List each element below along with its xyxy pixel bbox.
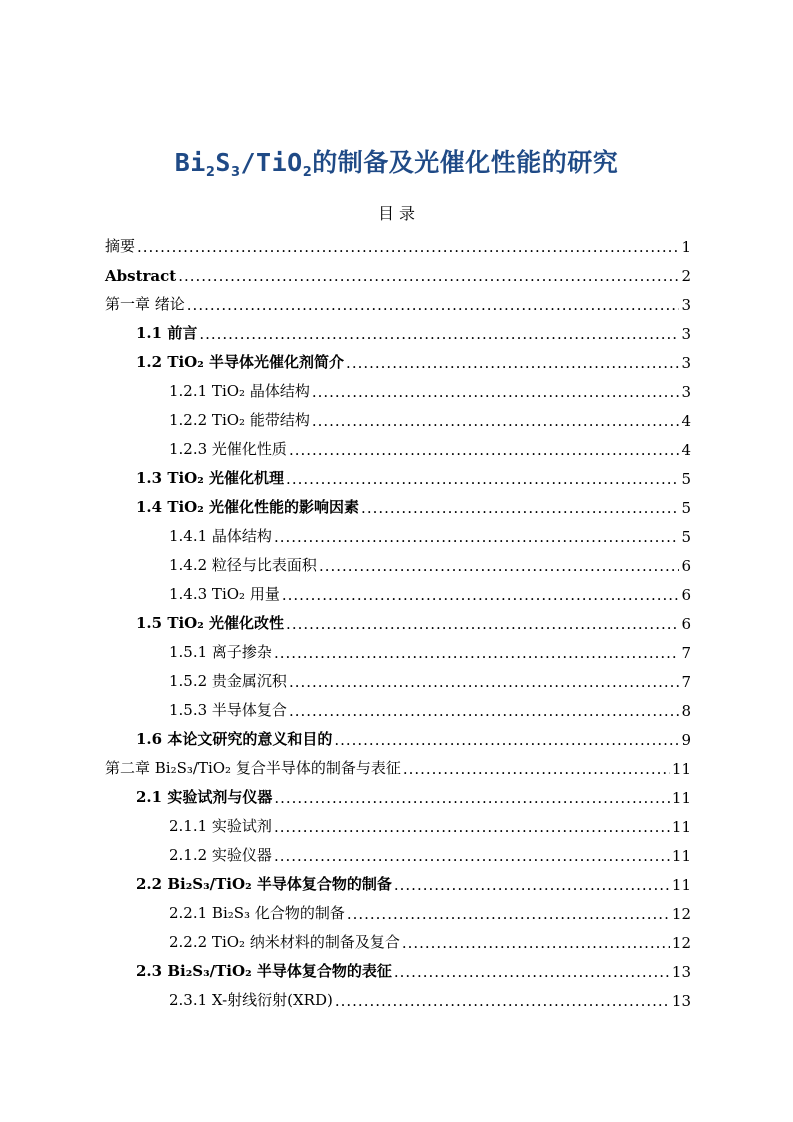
toc-entry-label: 2.3.1 X-射线衍射(XRD) (169, 991, 333, 1009)
toc-leader-dots (403, 760, 670, 778)
toc-entry-label: 2.1.1 实验试剂 (169, 817, 272, 835)
toc-heading: 目 录 (377, 204, 416, 223)
title-part-a: Bi (174, 148, 206, 177)
toc-entry-page: 12 (671, 905, 691, 923)
toc-entry-label: 2.2.1 Bi₂S₃ 化合物的制备 (169, 904, 345, 922)
toc-entry[interactable] (105, 314, 691, 343)
toc-entry-label: 第一章 绪论 (105, 295, 185, 313)
toc-entry-label: 1.4.3 TiO₂ 用量 (169, 585, 280, 603)
toc-entry-page: 4 (681, 412, 691, 430)
toc-leader-dots (274, 847, 670, 865)
toc-entry-page: 11 (671, 818, 691, 836)
toc-entry[interactable] (105, 604, 691, 633)
toc-entry[interactable] (105, 633, 691, 662)
toc-entry[interactable] (105, 807, 691, 836)
toc-leader-dots (199, 325, 679, 343)
toc-entry-page: 13 (671, 963, 691, 981)
toc-leader-dots (274, 818, 670, 836)
toc-entry-page: 3 (681, 383, 691, 401)
toc-entry-label: 2.2.2 TiO₂ 纳米材料的制备及复合 (169, 933, 400, 951)
toc-entry-label: 2.2 Bi₂S₃/TiO₂ 半导体复合物的制备 (136, 875, 392, 893)
toc-entry-page: 7 (681, 673, 691, 691)
toc-leader-dots (312, 412, 680, 430)
toc-entry-page: 8 (681, 702, 691, 720)
toc-entry-label: 1.2.1 TiO₂ 晶体结构 (169, 382, 310, 400)
toc-entry-page: 5 (681, 528, 691, 546)
toc-leader-dots (347, 905, 670, 923)
toc-leader-dots (346, 354, 679, 372)
title-sub-b: 3 (230, 165, 241, 180)
toc-leader-dots (286, 615, 679, 633)
toc-entry-label: 1.4.1 晶体结构 (169, 527, 272, 545)
toc-entry-label: 1.4.2 粒径与比表面积 (169, 556, 317, 574)
toc-entry-label: 2.1 实验试剂与仪器 (136, 788, 273, 806)
toc-leader-dots (334, 731, 679, 749)
toc-entry-label: 1.1 前言 (136, 324, 198, 342)
toc-entry[interactable] (105, 546, 691, 575)
toc-leader-dots (394, 876, 670, 894)
title-part-c: /TiO (240, 148, 303, 177)
toc-entry[interactable] (105, 459, 691, 488)
toc-leader-dots (137, 238, 679, 256)
toc-entry-page: 5 (681, 499, 691, 517)
toc-entry-page: 13 (671, 992, 691, 1010)
toc-entry[interactable] (105, 691, 691, 720)
toc-entry-label: 1.5.3 半导体复合 (169, 701, 287, 719)
toc-entry[interactable] (105, 430, 691, 459)
title-sub-c: 2 (302, 165, 313, 180)
toc-entry[interactable] (105, 952, 691, 981)
toc-leader-dots (361, 499, 679, 517)
title-rest: 的制备及光催化性能的研究 (312, 148, 619, 177)
toc-entry-label: 1.3 TiO₂ 光催化机理 (136, 469, 285, 487)
toc-entry-label: 1.5.1 离子掺杂 (169, 643, 272, 661)
toc-leader-dots (274, 528, 680, 546)
toc-entry[interactable] (105, 372, 691, 401)
toc-leader-dots (274, 644, 680, 662)
toc-entry[interactable] (105, 343, 691, 372)
toc-leader-dots (402, 934, 670, 952)
toc-leader-dots (319, 557, 680, 575)
toc-entry-page: 1 (681, 238, 691, 256)
toc-entry[interactable] (105, 981, 691, 1010)
toc-leader-dots (282, 586, 680, 604)
toc-leader-dots (289, 702, 680, 720)
toc-entry[interactable] (105, 749, 691, 778)
title-sub-a: 2 (205, 165, 216, 180)
toc-entry-label: 2.3 Bi₂S₃/TiO₂ 半导体复合物的表征 (136, 962, 392, 980)
toc-entry-page: 11 (671, 876, 691, 894)
toc-entry-page: 3 (681, 354, 691, 372)
toc-entry[interactable] (105, 227, 691, 256)
toc-entry-label: 1.4 TiO₂ 光催化性能的影响因素 (136, 498, 360, 516)
toc-entry-page: 11 (671, 789, 691, 807)
toc-entry[interactable] (105, 575, 691, 604)
toc-leader-dots (312, 383, 680, 401)
toc-entry-page: 6 (681, 586, 691, 604)
toc-entry-label: 摘要 (105, 237, 136, 255)
toc-entry[interactable] (105, 865, 691, 894)
toc-entry[interactable] (105, 256, 691, 285)
toc-entry[interactable] (105, 923, 691, 952)
toc-entry-page: 3 (681, 296, 691, 314)
toc-entry[interactable] (105, 720, 691, 749)
toc-entry-page: 3 (681, 325, 691, 343)
toc-entry-label: 1.6 本论文研究的意义和目的 (136, 730, 333, 748)
toc-leader-dots (289, 441, 680, 459)
toc-entry[interactable] (105, 517, 691, 546)
toc-entry[interactable] (105, 488, 691, 517)
toc-entry-label: 1.2 TiO₂ 半导体光催化剂简介 (136, 353, 345, 371)
toc-leader-dots (394, 963, 670, 981)
table-of-contents (105, 227, 691, 1010)
toc-entry-label: Abstract (105, 267, 177, 285)
toc-entry-page: 11 (671, 760, 691, 778)
toc-leader-dots (289, 673, 680, 691)
toc-entry[interactable] (105, 285, 691, 314)
toc-leader-dots (187, 296, 680, 314)
toc-entry-page: 9 (681, 731, 691, 749)
toc-entry-label: 1.2.2 TiO₂ 能带结构 (169, 411, 310, 429)
toc-entry-label: 第二章 Bi₂S₃/TiO₂ 复合半导体的制备与表征 (105, 759, 401, 777)
toc-entry[interactable] (105, 401, 691, 430)
toc-entry[interactable] (105, 778, 691, 807)
toc-leader-dots (286, 470, 679, 488)
toc-entry-page: 5 (681, 470, 691, 488)
toc-entry-page: 4 (681, 441, 691, 459)
toc-entry-label: 1.5 TiO₂ 光催化改性 (136, 614, 285, 632)
toc-entry-page: 7 (681, 644, 691, 662)
toc-entry-label: 1.2.3 光催化性质 (169, 440, 287, 458)
toc-leader-dots (274, 789, 670, 807)
toc-entry-page: 6 (681, 557, 691, 575)
toc-entry-label: 2.1.2 实验仪器 (169, 846, 272, 864)
toc-entry-label: 1.5.2 贵金属沉积 (169, 672, 287, 690)
toc-entry-page: 12 (671, 934, 691, 952)
toc-entry-page: 6 (681, 615, 691, 633)
toc-entry[interactable] (105, 836, 691, 865)
document-title (0, 143, 793, 180)
toc-leader-dots (335, 992, 670, 1010)
title-part-b: S (215, 148, 231, 177)
toc-leader-dots (178, 267, 679, 285)
toc-entry-page: 11 (671, 847, 691, 865)
toc-entry-page: 2 (681, 267, 691, 285)
toc-entry[interactable] (105, 894, 691, 923)
toc-entry[interactable] (105, 662, 691, 691)
